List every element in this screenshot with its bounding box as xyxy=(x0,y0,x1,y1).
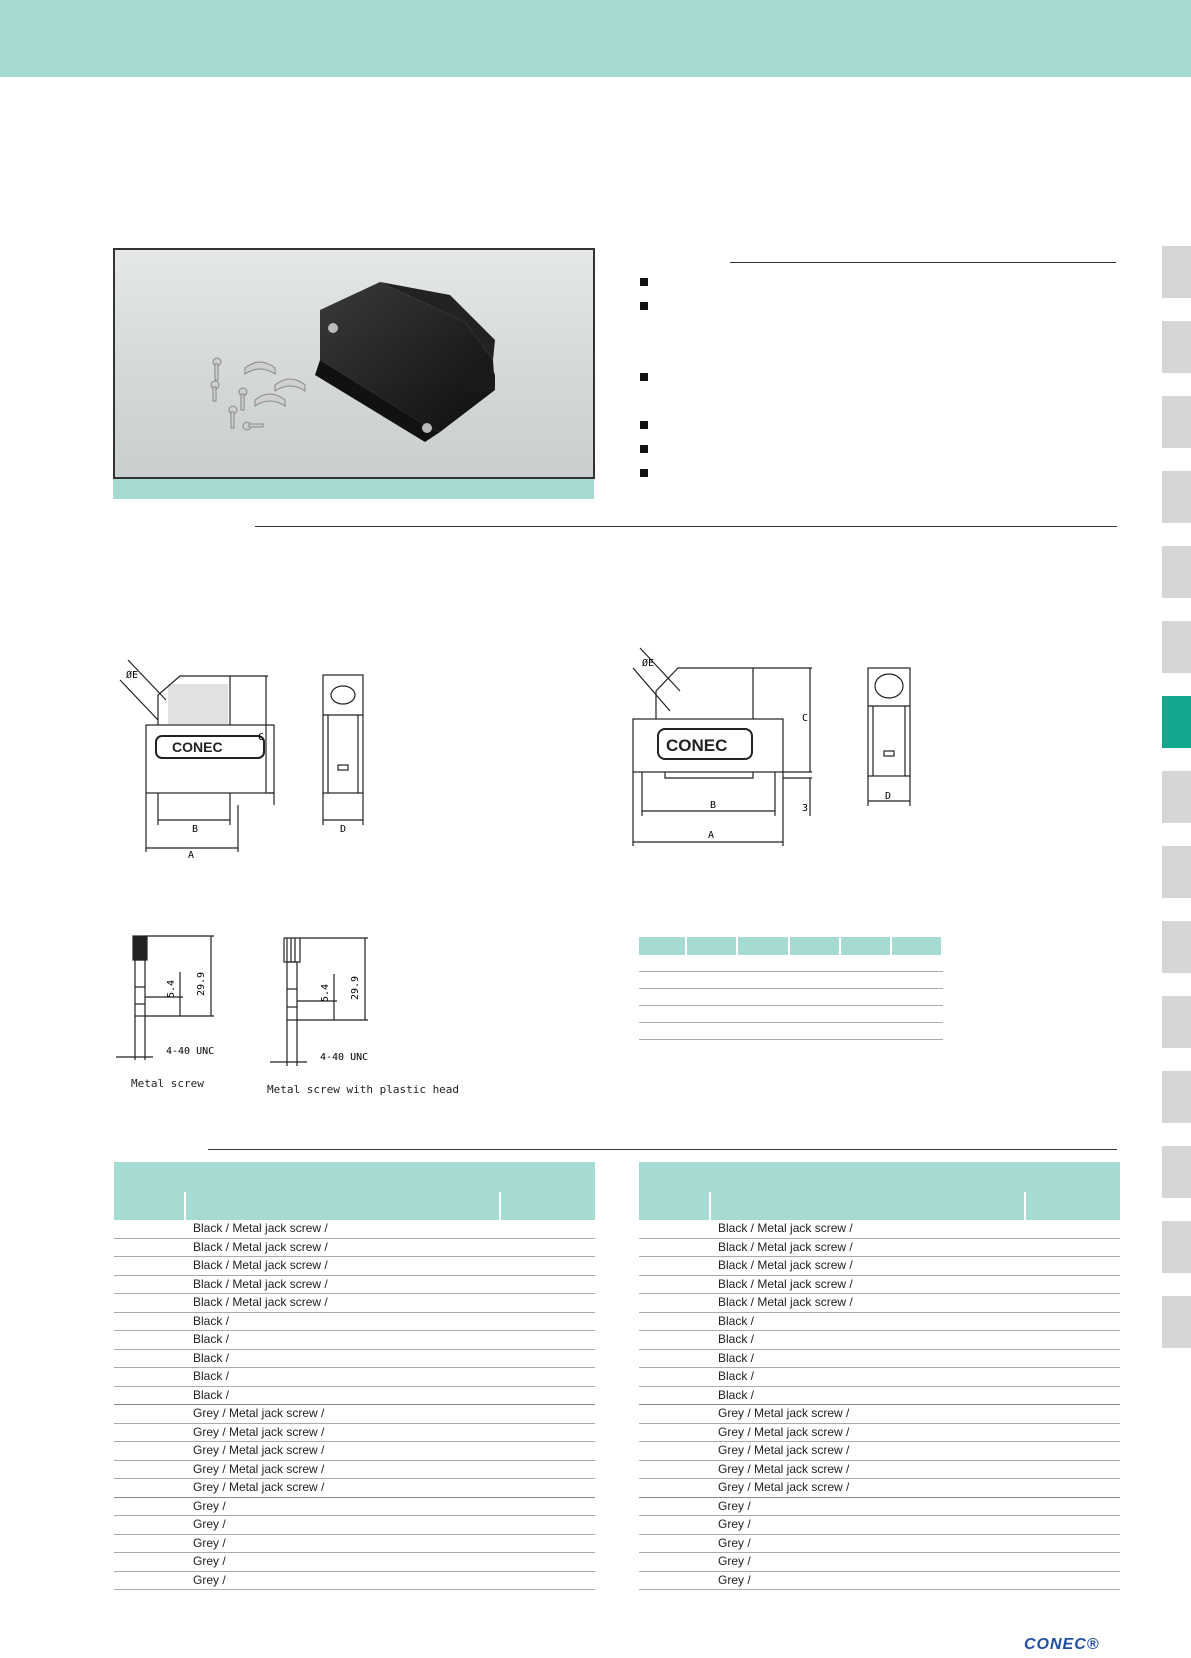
dimension-table-header xyxy=(639,937,943,955)
table-row xyxy=(114,1368,595,1387)
part-number-cell xyxy=(639,1294,711,1312)
hood-drawing-small xyxy=(108,640,388,860)
quantity-cell xyxy=(499,1553,501,1571)
part-number-cell xyxy=(639,1442,711,1460)
part-number-cell xyxy=(639,1350,711,1368)
quantity-cell xyxy=(1024,1405,1026,1423)
part-number-cell xyxy=(114,1516,186,1534)
part-number-cell xyxy=(639,1239,711,1257)
table-row xyxy=(114,1313,595,1332)
quantity-cell xyxy=(1024,1516,1026,1534)
svg-text:CONEC: CONEC xyxy=(172,739,223,755)
part-number-cell xyxy=(639,1405,711,1423)
quantity-cell xyxy=(499,1498,501,1516)
section-rule xyxy=(255,526,1117,527)
table-row xyxy=(639,1276,1120,1295)
description-cell: Black / xyxy=(193,1369,230,1383)
product-photo xyxy=(113,248,595,479)
side-tab-13[interactable] xyxy=(1162,1146,1191,1198)
part-number-cell xyxy=(114,1572,186,1590)
part-number-cell xyxy=(639,1498,711,1516)
table-row xyxy=(639,1331,1120,1350)
screw-drawing-plastic xyxy=(262,934,392,1069)
table-row xyxy=(639,1479,1120,1498)
description-cell: Grey / Metal jack screw / xyxy=(193,1424,325,1439)
photo-caption-bar xyxy=(113,479,594,499)
description-cell: Grey / xyxy=(193,1535,226,1550)
side-tab-6[interactable] xyxy=(1162,621,1191,673)
part-number-cell xyxy=(114,1442,186,1460)
description-cell: Grey / Metal jack screw / xyxy=(718,1461,850,1476)
conec-logo: CONEC® xyxy=(1024,1636,1100,1653)
table-row xyxy=(639,1387,1120,1406)
table-row xyxy=(114,1516,595,1535)
quantity-cell xyxy=(499,1331,501,1349)
side-tab-12[interactable] xyxy=(1162,1071,1191,1123)
part-number-cell xyxy=(114,1461,186,1479)
description-cell: Black / xyxy=(718,1332,755,1346)
description-cell: Black / xyxy=(193,1313,230,1328)
screw-dim-4: 29.9 xyxy=(350,975,361,1000)
quantity-cell xyxy=(1024,1350,1026,1368)
feature-bullet xyxy=(640,469,648,477)
description-cell: Black / Metal jack screw / xyxy=(718,1239,853,1254)
table-row xyxy=(639,1368,1120,1387)
feature-bullet xyxy=(640,373,648,381)
table-row xyxy=(114,1220,595,1239)
description-cell: Grey / xyxy=(718,1535,751,1550)
quantity-cell xyxy=(499,1276,501,1294)
table-row xyxy=(639,972,943,989)
quantity-cell xyxy=(499,1461,501,1479)
description-cell: Black / xyxy=(718,1313,755,1328)
description-cell: Black / Metal jack screw / xyxy=(718,1258,853,1272)
order-table-left xyxy=(114,1162,595,1590)
description-cell: Black / xyxy=(718,1350,755,1365)
table-row xyxy=(114,1387,595,1406)
part-number-cell xyxy=(639,1257,711,1275)
quantity-cell xyxy=(1024,1294,1026,1312)
table-row xyxy=(114,1535,595,1554)
part-number-cell xyxy=(639,1461,711,1479)
quantity-cell xyxy=(1024,1257,1026,1275)
description-cell: Black / Metal jack screw / xyxy=(193,1276,328,1291)
quantity-cell xyxy=(1024,1535,1026,1553)
part-number-cell xyxy=(114,1405,186,1423)
table-row xyxy=(639,1516,1120,1535)
side-tab-10[interactable] xyxy=(1162,921,1191,973)
header-band xyxy=(0,0,1191,77)
table-row xyxy=(639,1257,1120,1276)
quantity-cell xyxy=(499,1516,501,1534)
dim-label-e2: ØE xyxy=(642,658,655,669)
table-row xyxy=(639,1498,1120,1517)
dim-label-e: ØE xyxy=(126,670,139,681)
table-row xyxy=(639,1239,1120,1258)
description-cell: Grey / xyxy=(718,1572,751,1587)
features-rule xyxy=(730,262,1116,263)
dim-label-a: A xyxy=(188,850,195,860)
part-number-cell xyxy=(639,1387,711,1405)
part-number-cell xyxy=(639,1220,711,1238)
part-number-cell xyxy=(639,1331,711,1349)
description-cell: Black / Metal jack screw / xyxy=(718,1295,853,1309)
svg-text:CONEC: CONEC xyxy=(666,736,728,755)
side-tab-1[interactable] xyxy=(1162,246,1191,298)
quantity-cell xyxy=(499,1313,501,1331)
screw-caption-metal: Metal screw xyxy=(131,1077,204,1090)
screw-dim-1: 5.4 xyxy=(166,979,177,998)
quantity-cell xyxy=(1024,1239,1026,1257)
part-number-cell xyxy=(114,1350,186,1368)
side-tab-4[interactable] xyxy=(1162,471,1191,523)
part-number-cell xyxy=(639,1516,711,1534)
side-tab-5[interactable] xyxy=(1162,546,1191,598)
table-row xyxy=(114,1257,595,1276)
description-cell: Black / xyxy=(193,1332,230,1346)
part-number-cell xyxy=(639,1276,711,1294)
part-number-cell xyxy=(639,1313,711,1331)
part-number-cell xyxy=(114,1535,186,1553)
quantity-cell xyxy=(1024,1276,1026,1294)
dimension-table xyxy=(639,937,943,1040)
description-cell: Black / Metal jack screw / xyxy=(718,1276,853,1291)
description-cell: Grey / xyxy=(193,1517,226,1531)
quantity-cell xyxy=(1024,1442,1026,1460)
table-row xyxy=(114,1405,595,1424)
table-row xyxy=(639,1313,1120,1332)
table-row xyxy=(639,989,943,1006)
quantity-cell xyxy=(499,1294,501,1312)
description-cell: Black / xyxy=(718,1369,755,1383)
description-cell: Black / xyxy=(193,1350,230,1365)
table-row xyxy=(639,1006,943,1023)
table-row xyxy=(639,1572,1120,1591)
screw-drawing-metal xyxy=(108,932,238,1062)
description-cell: Black / Metal jack screw / xyxy=(718,1221,853,1235)
feature-bullet xyxy=(640,278,648,286)
quantity-cell xyxy=(1024,1553,1026,1571)
table-row xyxy=(114,1350,595,1369)
description-cell: Grey / xyxy=(718,1498,751,1513)
quantity-cell xyxy=(499,1239,501,1257)
description-cell: Grey / Metal jack screw / xyxy=(718,1424,850,1439)
table-row xyxy=(639,1220,1120,1239)
description-cell: Grey / Metal jack screw / xyxy=(193,1461,325,1476)
quantity-cell xyxy=(499,1350,501,1368)
description-cell: Grey / xyxy=(193,1572,226,1587)
quantity-cell xyxy=(1024,1387,1026,1405)
description-cell: Black / Metal jack screw / xyxy=(193,1258,328,1272)
table-row xyxy=(114,1572,595,1591)
part-number-cell xyxy=(639,1572,711,1590)
table-row xyxy=(114,1294,595,1313)
dim-label-b2: B xyxy=(710,800,717,811)
feature-bullet xyxy=(640,421,648,429)
description-cell: Black / Metal jack screw / xyxy=(193,1295,328,1309)
table-row xyxy=(639,1442,1120,1461)
quantity-cell xyxy=(499,1442,501,1460)
side-tab-3[interactable] xyxy=(1162,396,1191,448)
table-row xyxy=(114,1239,595,1258)
order-rule xyxy=(208,1149,1117,1150)
dim-label-c: C xyxy=(258,732,265,743)
quantity-cell xyxy=(499,1257,501,1275)
table-row xyxy=(114,1442,595,1461)
part-number-cell xyxy=(114,1257,186,1275)
part-number-cell xyxy=(114,1498,186,1516)
quantity-cell xyxy=(1024,1498,1026,1516)
part-number-cell xyxy=(114,1276,186,1294)
part-number-cell xyxy=(639,1535,711,1553)
side-tab-9[interactable] xyxy=(1162,846,1191,898)
description-cell: Grey / xyxy=(193,1554,226,1568)
part-number-cell xyxy=(114,1387,186,1405)
quantity-cell xyxy=(1024,1331,1026,1349)
quantity-cell xyxy=(1024,1461,1026,1479)
side-tab-15[interactable] xyxy=(1162,1296,1191,1348)
table-row xyxy=(114,1479,595,1498)
dim-label-c2: C xyxy=(802,713,809,724)
part-number-cell xyxy=(639,1553,711,1571)
description-cell: Black / xyxy=(193,1387,230,1402)
side-tab-14[interactable] xyxy=(1162,1221,1191,1273)
description-cell: Grey / Metal jack screw / xyxy=(718,1406,850,1420)
table-row xyxy=(639,1350,1120,1369)
dim-label-a2: A xyxy=(708,830,715,841)
side-tab-2[interactable] xyxy=(1162,321,1191,373)
part-number-cell xyxy=(639,1368,711,1386)
quantity-cell xyxy=(499,1387,501,1405)
quantity-cell xyxy=(1024,1479,1026,1497)
screw-caption-plastic: Metal screw with plastic head xyxy=(267,1083,460,1096)
quantity-cell xyxy=(499,1368,501,1386)
part-number-cell xyxy=(114,1239,186,1257)
part-number-cell xyxy=(114,1220,186,1238)
table-row xyxy=(639,1553,1120,1572)
table-row xyxy=(114,1331,595,1350)
part-number-cell xyxy=(114,1313,186,1331)
description-cell: Grey / Metal jack screw / xyxy=(718,1480,850,1494)
dim-label-d: D xyxy=(340,824,347,835)
quantity-cell xyxy=(499,1424,501,1442)
quantity-cell xyxy=(1024,1313,1026,1331)
dim-label-b: B xyxy=(192,824,199,835)
part-number-cell xyxy=(114,1331,186,1349)
order-table-right-header xyxy=(639,1162,1120,1220)
table-row xyxy=(639,1461,1120,1480)
table-row xyxy=(114,1498,595,1517)
part-number-cell xyxy=(114,1368,186,1386)
hood-drawing-large xyxy=(630,636,930,851)
dim-label-d2: D xyxy=(885,791,892,802)
description-cell: Grey / xyxy=(193,1498,226,1513)
quantity-cell xyxy=(499,1572,501,1590)
quantity-cell xyxy=(499,1220,501,1238)
table-row xyxy=(639,1023,943,1040)
table-row xyxy=(639,1424,1120,1443)
description-cell: Grey / xyxy=(718,1554,751,1568)
screw-dim-3: 5.4 xyxy=(320,983,331,1002)
table-row xyxy=(114,1424,595,1443)
quantity-cell xyxy=(1024,1368,1026,1386)
screw-thread-2: 4-40 UNC xyxy=(320,1052,369,1063)
feature-bullet xyxy=(640,302,648,310)
description-cell: Grey / Metal jack screw / xyxy=(193,1406,325,1420)
part-number-cell xyxy=(114,1553,186,1571)
description-cell: Grey / Metal jack screw / xyxy=(193,1443,325,1457)
part-number-cell xyxy=(639,1479,711,1497)
screw-dim-2: 29.9 xyxy=(196,971,207,996)
table-row xyxy=(114,1276,595,1295)
table-row xyxy=(114,1553,595,1572)
quantity-cell xyxy=(499,1479,501,1497)
part-number-cell xyxy=(114,1479,186,1497)
quantity-cell xyxy=(1024,1572,1026,1590)
side-tab-8[interactable] xyxy=(1162,771,1191,823)
quantity-cell xyxy=(1024,1220,1026,1238)
table-row xyxy=(639,1405,1120,1424)
description-cell: Black / Metal jack screw / xyxy=(193,1239,328,1254)
table-row xyxy=(639,955,943,972)
description-cell: Grey / Metal jack screw / xyxy=(718,1443,850,1457)
part-number-cell xyxy=(639,1424,711,1442)
quantity-cell xyxy=(499,1535,501,1553)
dim-label-3: 3 xyxy=(802,803,809,814)
order-table-right xyxy=(639,1162,1120,1590)
part-number-cell xyxy=(114,1424,186,1442)
side-tab-11[interactable] xyxy=(1162,996,1191,1048)
screw-thread-1: 4-40 UNC xyxy=(166,1046,215,1057)
description-cell: Black / xyxy=(718,1387,755,1402)
part-number-cell xyxy=(114,1294,186,1312)
table-row xyxy=(114,1461,595,1480)
order-table-left-header xyxy=(114,1162,595,1220)
table-row xyxy=(639,1294,1120,1313)
feature-bullet xyxy=(640,445,648,453)
description-cell: Grey / Metal jack screw / xyxy=(193,1480,325,1494)
table-row xyxy=(639,1535,1120,1554)
side-tab-active[interactable] xyxy=(1162,696,1191,748)
quantity-cell xyxy=(1024,1424,1026,1442)
description-cell: Black / Metal jack screw / xyxy=(193,1221,328,1235)
description-cell: Grey / xyxy=(718,1517,751,1531)
quantity-cell xyxy=(499,1405,501,1423)
